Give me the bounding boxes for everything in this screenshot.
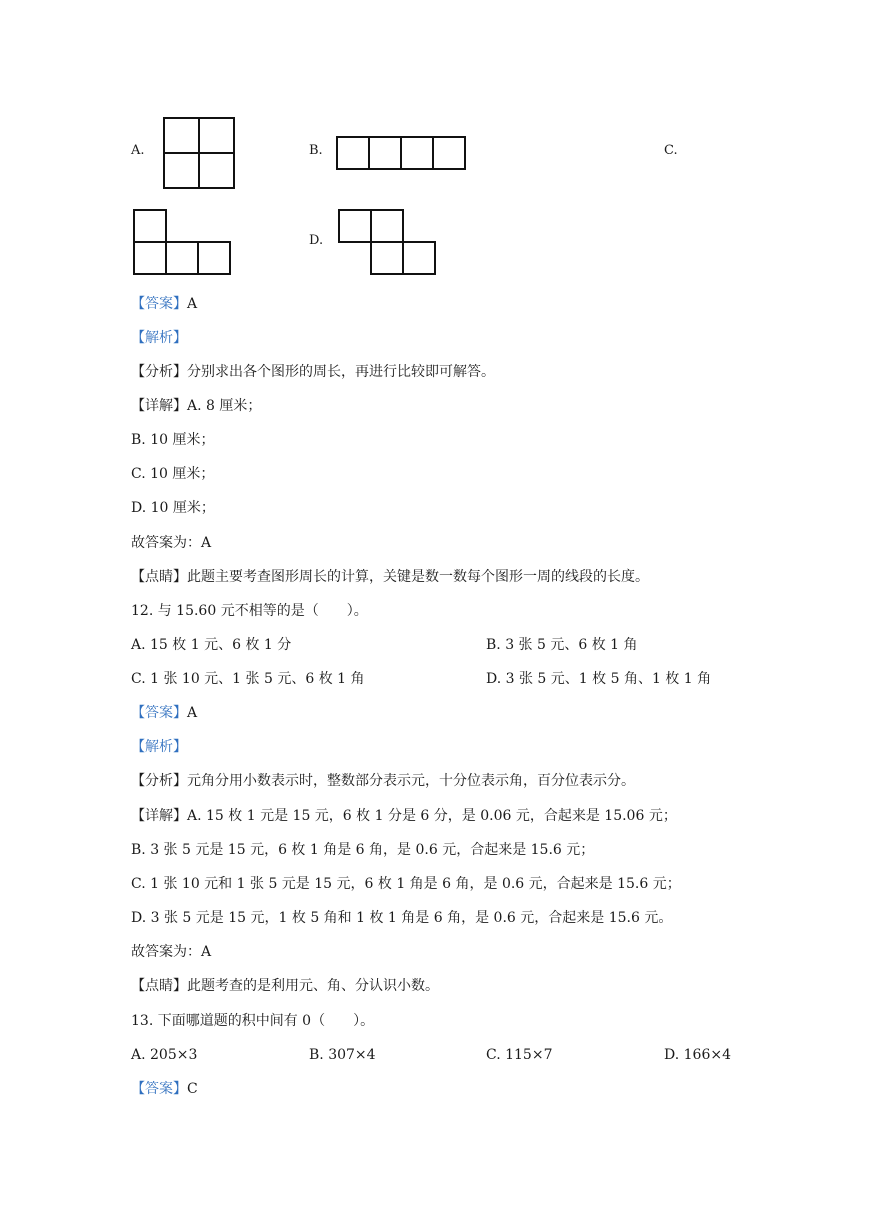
square	[371, 210, 403, 242]
q11-jiexi: 【解析】	[131, 330, 187, 346]
square	[369, 137, 401, 169]
square	[337, 137, 369, 169]
q11-fenxi: 【分析】分别求出各个图形的周长，再进行比较即可解答。	[131, 364, 495, 380]
option-c-label: C.	[664, 143, 678, 158]
q12-question: 12. 与 15.60 元不相等的是（ ）。	[131, 603, 368, 619]
option-a-figure	[163, 117, 237, 191]
option-b-label: B.	[309, 143, 323, 158]
square	[433, 137, 465, 169]
square	[403, 242, 435, 274]
q13-option-b: B. 307×4	[309, 1047, 376, 1063]
q11-line-d: D. 10 厘米；	[131, 500, 215, 516]
option-d-label: D.	[309, 233, 324, 248]
option-c-figure	[133, 209, 233, 277]
q12-answer: 【答案】A	[131, 705, 198, 721]
square	[401, 137, 433, 169]
square	[199, 118, 234, 153]
square	[134, 242, 166, 274]
q13-option-d: D. 166×4	[664, 1047, 731, 1063]
q12-fenxi: 【分析】元角分用小数表示时，整数部分表示元，十分位表示角，百分位表示分。	[131, 773, 635, 789]
square	[164, 118, 199, 153]
q12-line-c: C. 1 张 10 元和 1 张 5 元是 15 元，6 枚 1 角是 6 角，是 0.6 元，合起来是 15.6 元；	[131, 876, 681, 892]
option-a-label: A.	[131, 143, 145, 158]
square	[199, 153, 234, 188]
q12-conclusion: 故答案为：A	[131, 944, 212, 960]
q12-option-b: B. 3 张 5 元、6 枚 1 角	[486, 637, 638, 653]
q12-option-c: C. 1 张 10 元、1 张 5 元、6 枚 1 角	[131, 671, 365, 687]
square	[134, 210, 166, 242]
q12-line-d: D. 3 张 5 元是 15 元，1 枚 5 角和 1 枚 1 角是 6 角，是 0.6 元，合起来是 15.6 元。	[131, 910, 673, 926]
q11-line-b: B. 10 厘米；	[131, 432, 215, 448]
square	[164, 153, 199, 188]
q12-option-d: D. 3 张 5 元、1 枚 5 角、1 枚 1 角	[486, 671, 712, 687]
option-b-figure	[336, 136, 468, 172]
square	[166, 242, 198, 274]
q12-dianjing: 【点睛】此题考查的是利用元、角、分认识小数。	[131, 978, 439, 994]
option-d-figure	[338, 209, 438, 277]
q11-conclusion: 故答案为：A	[131, 535, 212, 551]
q13-option-c: C. 115×7	[486, 1047, 553, 1063]
q12-xiangjie: 【详解】A. 15 枚 1 元是 15 元，6 枚 1 分是 6 分，是 0.06 元，合起来是 15.06 元；	[131, 808, 677, 824]
q11-xiangjie: 【详解】A. 8 厘米；	[131, 398, 262, 414]
q13-question: 13. 下面哪道题的积中间有 0（ ）。	[131, 1013, 375, 1029]
square	[339, 210, 371, 242]
q13-answer: 【答案】C	[131, 1081, 198, 1097]
q12-option-a: A. 15 枚 1 元、6 枚 1 分	[131, 637, 292, 653]
q11-line-c: C. 10 厘米；	[131, 466, 215, 482]
q13-option-a: A. 205×3	[131, 1047, 198, 1063]
square	[198, 242, 230, 274]
q11-answer: 【答案】A	[131, 296, 198, 312]
square	[371, 242, 403, 274]
q12-jiexi: 【解析】	[131, 739, 187, 755]
q12-line-b: B. 3 张 5 元是 15 元，6 枚 1 角是 6 角，是 0.6 元，合起来是 15.6 元；	[131, 842, 595, 858]
q11-dianjing: 【点睛】此题主要考查图形周长的计算，关键是数一数每个图形一周的线段的长度。	[131, 569, 649, 585]
